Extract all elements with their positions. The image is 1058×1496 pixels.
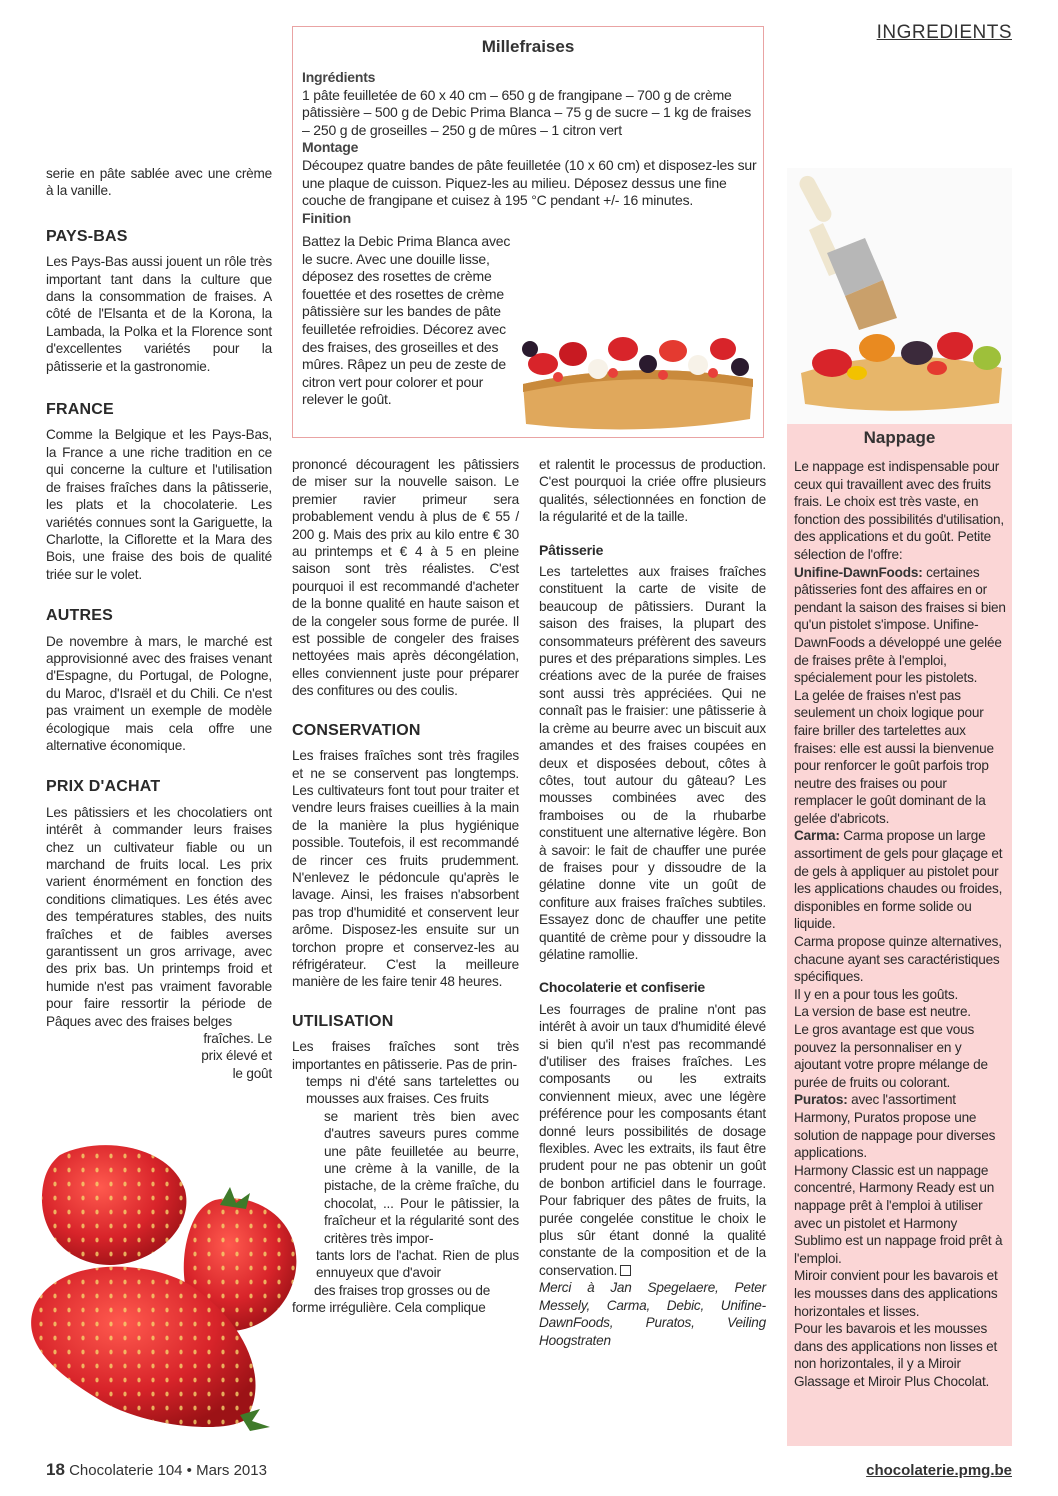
heading-prix-achat: PRIX D'ACHAT [46,778,161,796]
section-label: INGREDIENTS [876,22,1012,43]
paragraph-prix-achat-tail-3: le goût [232,1065,272,1081]
recipe-label-finition: Finition [302,209,351,226]
heading-chocolaterie-confiserie: Chocolaterie et confiserie [539,979,705,996]
end-mark-icon [620,1265,631,1276]
sidebar-p12: Pour les bavarois et les mousses dans des applications non lisses et non horizontales, il y a Miroir Glassage et Miroir Plus Chocolat. [794,1321,998,1389]
column-3 [539,456,766,1349]
paragraph-utilisation-2: temps ni d'été sans tartelettes ou mousses aux fraises. Ces fruits [306,1074,519,1107]
sidebar-p7: La version de base est neutre. [794,1004,971,1020]
brush-tart-illustration [787,168,1012,424]
sidebar-p1: Le nappage est indispensable pour ceux qui travaillent avec des fruits frais. Le choix est très vaste, en fonction des possibilités d'utilisation, des applications et du goût. Petite sélection de l'offre: [794,459,1004,562]
recipe-label-montage: Montage [302,139,359,156]
paragraph-utilisation-1: Les fraises fraîches sont très importantes en pâtisserie. Pas de prin- [292,1039,519,1072]
sidebar-p10: Harmony Classic est un nappage concentré, Harmony Ready est un nappage prêt à l'emploi à utiliser avec un pistolet et Harmony Sublimo est un nappage froid prêt à l'emploi. [794,1162,1003,1266]
site-link[interactable]: chocolaterie.pmg.be [866,1462,1012,1479]
paragraph-france: Comme la Belgique et les Pays-Bas, la France a une riche tradition en ce qui concerne la culture et l'utilisation de fraises fraîches dans la pâtisserie, les plats et la chocolaterie. Les variétés connues sont la Gariguette, la Charlotte, la Ciflorette et la Mara des Bois, une fraise des bois de qualité triée sur le volet. [46,427,272,582]
footer-left [46,1460,267,1480]
sidebar-body [794,458,1008,1390]
paragraph-utilisation-4: tants lors de l'achat. Rien de plus ennuyeux que d'avoir [316,1248,519,1281]
heading-autres: AUTRES [46,607,113,625]
strawberries-image [20,1135,310,1435]
recipe-body-top [302,69,758,227]
page-number: 18 [46,1460,65,1479]
strawberry-1 [42,1145,187,1265]
sidebar-p2: certaines pâtisseries font des affaires en or pendant la saison des fraises si bien qu'un pistolet s'impose. Unifine-DawnFoods a développé une gelée de fraises prête à l'emploi, spécialement pour les pistolets. [794,564,1006,686]
sidebar-p9: avec l'assortiment Harmony, Puratos propose une solution de nappage pour diverses applications. [794,1092,996,1161]
credits: Merci à Jan Spegelaere, Peter Messely, Carma, Debic, Unifine-DawnFoods, Puratos, Veiling Hoogstraten [539,1280,766,1348]
heading-pays-bas: PAYS-BAS [46,227,128,245]
heading-france: FRANCE [46,401,114,419]
column-2 [292,456,519,1317]
col2-paragraph-1: prononcé découragent les pâtissiers de miser sur la nouvelle saison. Le premier ravier primeur sera probablement vendu à plus de € 55 / 200 g. Mais des prix au kilo entre € 30 au printemps et € 4 à 5 en pleine saison sont très réalistes. C'est pourquoi il est recommandé d'acheter de la bonne qualité en haute saison et de la congeler sous forme de purée. Il est possible de congeler des fraises nettoyées mais après décongélation, elles conviennent juste pour préparer des confitures ou des coulis. [292,457,519,699]
brand-unifine: Unifine-DawnFoods: [794,564,923,580]
col3-paragraph-1: et ralentit le processus de production. C'est pourquoi la criée offre plusieurs qualités, sélectionnées en fonction de la régularité et de la taille. [539,457,766,525]
recipe-box [292,26,764,438]
brand-puratos: Puratos: [794,1092,848,1108]
heading-conservation: CONSERVATION [292,721,421,739]
paragraph-utilisation-5: des fraises trop grosses ou de [314,1282,491,1298]
paragraph-pays-bas: Les Pays-Bas aussi jouent un rôle très important tant dans la culture que dans la consommation de fraises. A côté de l'Elsanta et de la Korona, la Lambada, la Polka et la Florence sont d'excellentes variétés pour la pâtisserie et la gastronomie. [46,254,272,374]
sidebar-p8: Le gros avantage est que vous pouvez la personnaliser en y ajoutant votre propre mélange de purée de fruits ou colorant. [794,1022,988,1090]
nappage-photo [787,168,1012,424]
column-1 [46,165,272,1082]
paragraph-conservation: Les fraises fraîches sont très fragiles et ne se conservent pas longtemps. Les cultivateurs font tout pour traiter et vendre leurs fraises cueillies à la main de la manière la plus hygiénique possible. Toutefois, il est recommandé de rincer ces fruits prudemment. N'enlevez le pédoncule qu'après le lavage. Ainsi, les fraises n'absorbent pas trop d'humidité et conservent leur arôme. Disposez-les ensuite sur un torchon propre et conservez-les au réfrigérateur. C'est la meilleure manière de les faire tenir 48 heures. [292,748,519,990]
heading-utilisation: UTILISATION [292,1012,394,1030]
paragraph-chocolaterie-confiserie [539,1001,766,1280]
paragraph-prix-achat: Les pâtissiers et les chocolatiers ont intérêt à commander leurs fraises chez un cultivateur fiable ou un marchand de fruits local. Les prix varient énormément en fonction des conditions climatiques. Les étés avec des températures stables, des nuits fraîches et de faibles averses garantissent un gros arrivage, avec des prix bas. Un printemps froid et humide n'est pas vraiment favorable pour faire ressortir la période de Pâques avec des fraises belges [46,804,272,1029]
col1-intro: serie en pâte sablée avec une crème à la vanille. [46,166,272,199]
paragraph-patisserie: Les tartelettes aux fraises fraîches constituent la carte de visite de beaucoup de pâtissiers. Durant la saison des fraises, la plupart des consommateurs préfèrent des saveurs pures et des préparations simples. Les créations avec de la purée de fraises sont aussi très appréciées. Qui ne connaît pas le fraisier: une pâtisserie à la crème au beurre avec un biscuit aux amandes et des fraises coupées en deux et disposées debout, côtes à côtes, tout autour du gâteau? Les mousses combinées avec des framboises ou de la rhubarbe constituent une alternative légère. Bon à savoir: le fait de chauffer une purée de fraises pour y dissoudre de la gélatine donne vite un goût de confiture aux fraises fraîches subtiles. Essayez donc de chauffer une petite quantité de crème pour y dissoudre la gélatine ramollie. [539,564,766,962]
sidebar-p6: Il y en a pour tous les goûts. [794,986,959,1002]
paragraph-utilisation-3: se marient très bien avec d'autres saveurs pures comme une pâte feuilletée au beurre, une crème à la vanille, de la pistache, de la crème fraîche, du chocolat, ... Pour le pâtissier, la fraîcheur et la régularité sont des critères très impor- [324,1108,519,1246]
sidebar-title: Nappage [863,428,936,447]
issue-label: Chocolaterie 104 • Mars 2013 [69,1462,267,1479]
heading-patisserie: Pâtisserie [539,541,604,558]
recipe-title: Millefraises [481,37,575,56]
paragraph-prix-achat-tail-2: prix élevé et [201,1048,272,1064]
millefraises-photo [518,289,758,434]
paragraph-prix-achat-tail-1: fraîches. Le [203,1031,272,1047]
paragraph-utilisation-6: forme irrégulière. Cela complique [292,1300,486,1316]
recipe-finition: Battez la Debic Prima Blanca avec le sucre. Avec une douille lisse, déposez des rosettes de crème fouettée et des rosettes de crème pâtissière sur les bandes de pâte feuilletée refroidies. Décorez avec des fraises, des groseilles et des mûres. Râpez un peu de zeste de citron vert pour colorer et pour relever le goût. [302,233,511,408]
recipe-montage: Découpez quatre bandes de pâte feuilletée (10 x 60 cm) et disposez-les sur une plaque de cuisson. Piquez-les au milieu. Déposez dessus une fine couche de frangipane et cuisez à 195 °C pendant +/- 16 minutes. [302,156,757,209]
sidebar-p4: Carma propose un large assortiment de gels pour glaçage et de gels à appliquer au pistolet pour les applications chaudes ou froides, disponibles en forme solide ou liquide. [794,828,1003,932]
sidebar-p5: Carma propose quinze alternatives, chacune ayant ses caractéristiques spécifiques. [794,934,1002,985]
brand-carma: Carma: [794,828,840,844]
paragraph-chocolaterie-text: Les fourrages de praline n'ont pas intérêt à avoir un taux d'humidité élevé si bien qu'il n'est pas recommandé d'utiliser des fraises fraîches. Les composants ou les extraits conviennent mieux, avec une légère préférence pour les composants étant donné leurs possibilités de dosage flexibles. Avec les extraits, ils faut être prudent pour ne pas obtenir un goût de bonbon artificiel dans le fourrage. Pour fabriquer des pâtes de fruits, la purée congelée constitue le choix le plus sûr étant donné la qualité constante de la composition et de la conservation. [539,1001,766,1278]
sidebar-p11: Miroir convient pour les bavarois et les mousses dans des applications horizontales et lisses. [794,1268,998,1319]
sidebar-p3: La gelée de fraises n'est pas seulement un choix logique pour faire briller des tartelettes aux fraises: elle est aussi la bienvenue pour renforcer le goût parfois trop neutre des fraises ou pour remplacer le goût dominant de la gelée d'abricots. [794,687,994,826]
paragraph-autres: De novembre à mars, le marché est approvisionné avec des fraises venant d'Espagne, du Portugal, de Pologne, du Maroc, d'Israël et du Chili. Ce n'est pas vraiment un exemple de modèle écologique mais cela offre une alternative économique. [46,633,272,753]
nappage-sidebar [787,424,1012,1446]
recipe-ingredients: 1 pâte feuilletée de 60 x 40 cm – 650 g de frangipane – 700 g de crème pâtissière – 500 g de Debic Prima Blanca – 75 g de sucre – 1 kg de fraises – 250 g de groseilles – 250 g de mûres – 1 citron vert [302,86,752,138]
recipe-label-ingredients: Ingrédients [302,69,376,85]
